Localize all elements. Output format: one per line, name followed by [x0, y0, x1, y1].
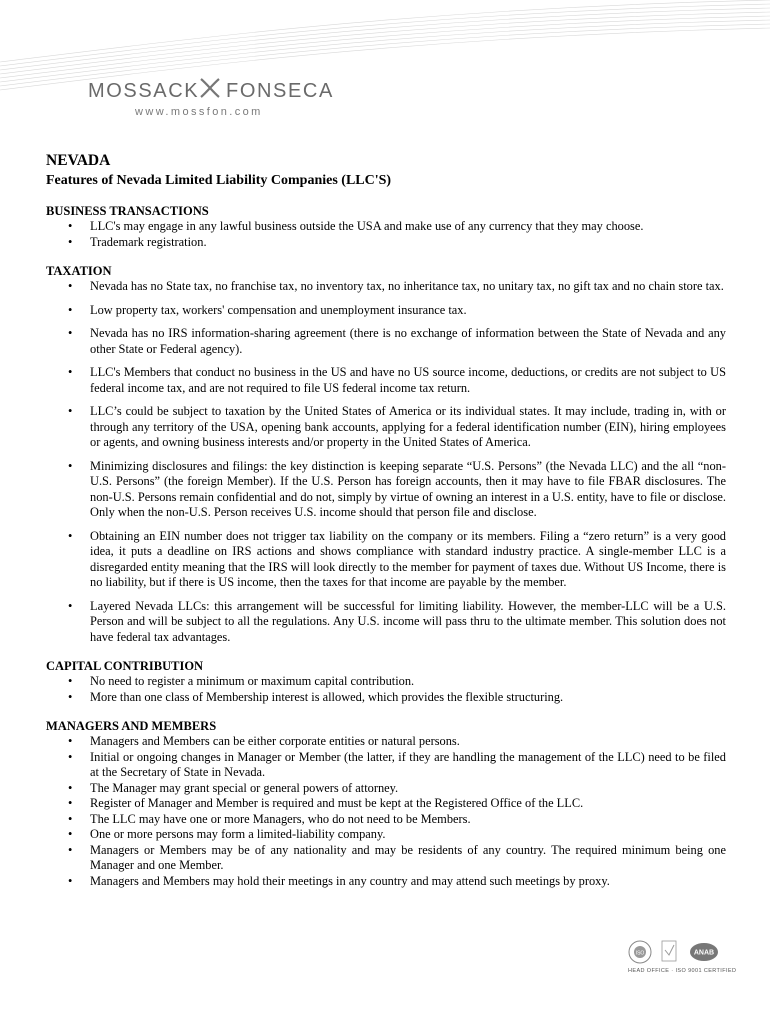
document-body [46, 152, 726, 889]
section-heading: MANAGERS AND MEMBERS [46, 719, 217, 733]
list-item: • Layered Nevada LLCs: this arrangement will be successful for limiting liability. However, the member-LLC will be a U.S. Person and will be subject to all the regulations. Any U.S. income will pass thru to the ultimate member. This solution does not have federal tax advantages. [46, 599, 726, 646]
list-item: • No need to register a minimum or maximum capital contribution. [46, 674, 726, 690]
certification-caption: HEAD OFFICE · ISO 9001 CERTIFIED [628, 968, 737, 974]
bullet-list [46, 674, 726, 705]
iso-seal-icon [629, 941, 651, 963]
document-title: NEVADA [46, 152, 111, 169]
iso-badge-label: ISO [635, 950, 645, 957]
logo-mark-icon [198, 76, 222, 100]
list-item: • Managers and Members can be either corporate entities or natural persons. [46, 734, 726, 750]
list-item: • Register of Manager and Member is required and must be kept at the Registered Office of the LLC. [46, 796, 726, 812]
list-item: • More than one class of Membership interest is allowed, which provides the flexible structuring. [46, 690, 726, 706]
bullet-list [46, 279, 726, 645]
company-logo [88, 74, 334, 124]
list-item: • Minimizing disclosures and filings: the key distinction is keeping separate “U.S. Persons” (the Nevada LLC) and the all “non- U.S. Persons” (the foreign Member). If the U.S. Person has foreign accounts, then it may have to file FBAR disclosures. The non-U.S. Persons remain confidential and do not, simply by virtue of owning an interest in a U.S. entity, have to file or disclose. Only when the non-U.S. Person receives U.S. income should that person file and disclose. [46, 459, 726, 521]
list-item: • LLC’s could be subject to taxation by the United States of America or its individual states. It may include, trading in, with or through any territory of the USA, opening bank accounts, applying for a federal identification number (EIN), hiring employees or agents, and owning business interests and/or property in the United States of America. [46, 404, 726, 451]
logo-text-right: FONSECA [226, 80, 334, 102]
section-heading: BUSINESS TRANSACTIONS [46, 204, 209, 218]
list-item: • LLC's Members that conduct no business in the US and have no US source income, deductions, or credits are not subject to US federal income tax, and are not required to file US federal income tax return. [46, 365, 726, 396]
list-item: • Initial or ongoing changes in Manager or Member (the latter, if they are handling the management of the LLC) need to be filed at the Secretary of State in Nevada. [46, 750, 726, 781]
bullet-list [46, 219, 726, 250]
document-subtitle: Features of Nevada Limited Liability Companies (LLC'S) [46, 173, 392, 188]
list-item: • Nevada has no IRS information-sharing agreement (there is no exchange of information between the State of Nevada and any other State or Federal agency). [46, 326, 726, 357]
list-item: • One or more persons may form a limited-liability company. [46, 827, 726, 843]
website-url: www.mossfon.com [135, 106, 263, 118]
list-item: • Obtaining an EIN number does not trigger tax liability on the company or its members. Filing a “zero return” is a very good idea, it puts a deadline on IRS actions and shows compliance with standard industry practice. A single-member LLC is a disregarded entity meaning that the IRS will look directly to the member for payment of taxes due. Without US Income, there is no liability, but if there is US income, then the taxes for that income are payable by the member. [46, 529, 726, 591]
list-item: • Managers and Members may hold their meetings in any country and may attend such meetings by proxy. [46, 874, 726, 890]
bullet-list [46, 734, 726, 889]
list-item: • LLC's may engage in any lawful business outside the USA and make use of any currency that they may choose. [46, 219, 726, 235]
list-item: • The LLC may have one or more Managers, who do not need to be Members. [46, 812, 726, 828]
section-managers-and-members [46, 719, 726, 889]
anab-badge-label: ANAB [693, 949, 715, 957]
section-heading: TAXATION [46, 264, 112, 278]
list-item: • Managers or Members may be of any nationality and may be residents of any country. The required minimum being one Manager and one Member. [46, 843, 726, 874]
list-item: • Trademark registration. [46, 235, 726, 251]
list-item: • Nevada has no State tax, no franchise tax, no inventory tax, no inheritance tax, no unitary tax, no gift tax and no chain store tax. [46, 279, 726, 295]
anab-logo-icon [690, 943, 718, 961]
list-item: • The Manager may grant special or general powers of attorney. [46, 781, 726, 797]
section-taxation [46, 264, 726, 645]
section-business-transactions [46, 204, 726, 250]
section-heading: CAPITAL CONTRIBUTION [46, 659, 204, 673]
quality-mark-icon [662, 941, 676, 961]
section-capital-contribution [46, 659, 726, 705]
list-item: • Low property tax, workers' compensation and unemployment insurance tax. [46, 303, 726, 319]
logo-text-left: MOSSACK [88, 80, 200, 102]
